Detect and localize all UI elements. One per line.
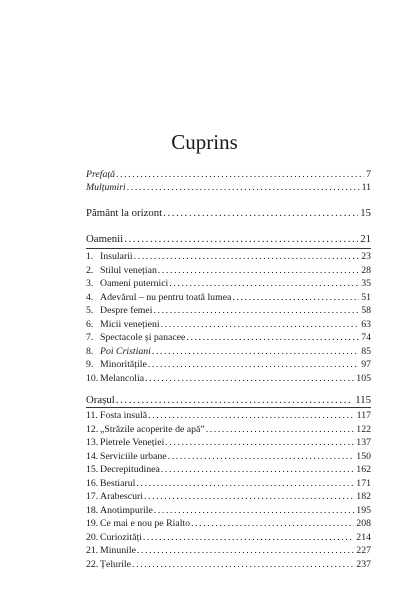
toc-section-part2[interactable] [86,393,371,408]
leader-dots [232,291,359,305]
toc-entry-page: 171 [356,478,371,489]
toc-entry-page: 105 [356,373,371,384]
toc-entry-page: 162 [356,464,371,475]
toc-entry-label: Decrepitudinea [100,464,160,475]
leader-dots [161,463,354,477]
toc-entry-acknowledgements[interactable] [86,181,371,195]
leader-dots [116,168,364,182]
leader-dots [152,345,359,359]
toc-entry[interactable] [86,250,371,264]
toc-entry-number: 5. [86,305,94,316]
toc-entry-label: Pământ la orizont [86,207,163,219]
page-title: Cuprins [171,130,238,154]
toc-entry-page: 85 [361,346,371,357]
toc-entry-label: Pietrele Veneției [100,437,165,448]
toc-entry-page: 11 [361,182,371,193]
toc-entry-page: 208 [356,518,371,529]
toc-entry-page: 74 [361,332,371,343]
toc-entry[interactable] [86,558,371,572]
toc-entry-label: Melancolia [100,373,145,384]
toc-entry[interactable] [86,463,371,477]
toc-section-part1[interactable] [86,232,371,247]
toc-section-page: 115 [355,394,371,406]
leader-dots [136,477,354,491]
toc-entry[interactable] [86,423,371,437]
toc-entry-page: 28 [361,265,371,276]
leader-dots [154,504,355,518]
leader-dots [168,450,355,464]
toc-entry-label: Stilul venețian [100,265,157,276]
toc-section-page: 21 [360,233,371,245]
toc-entry[interactable] [86,358,371,372]
leader-dots [137,544,354,558]
toc-entry[interactable] [86,372,371,386]
toc-entry-number: 14. [86,451,99,462]
toc-entry-page: 195 [356,505,371,516]
toc-entry[interactable] [86,504,371,518]
section-divider [86,407,371,408]
toc-entry[interactable] [86,318,371,332]
toc-entry-page: 227 [356,545,371,556]
toc-entry-page: 237 [356,559,371,570]
toc-entry-label: Despre femei [100,305,153,316]
toc-entry[interactable] [86,409,371,423]
toc-entry-page: 58 [361,305,371,316]
toc-entry-label: Insularii [100,251,133,262]
leader-dots [165,436,354,450]
toc-entry-number: 4. [86,292,94,303]
toc-entry-label: Poi Cristiani [100,346,151,357]
toc-entry-page: 137 [356,437,371,448]
leader-dots [206,423,355,437]
toc-entry-number: 2. [86,265,94,276]
toc-entry[interactable] [86,277,371,291]
leader-dots [143,531,354,545]
toc-entry-number: 12. [86,424,99,435]
toc-entry-page: 51 [361,292,371,303]
toc-entry-intro[interactable] [86,206,371,221]
toc-entry-page: 122 [356,424,371,435]
toc-entry[interactable] [86,264,371,278]
toc-entry-number: 22. [86,559,99,570]
toc-section-label: Orașul [86,394,115,406]
toc-entry-number: 9. [86,359,94,370]
toc-entry-label: Micii venețieni [100,319,160,330]
toc-entry[interactable] [86,477,371,491]
leader-dots [191,517,354,531]
leader-dots [144,490,354,504]
toc-entry-label: „Străzile acoperite de apă” [100,424,205,435]
toc-entry[interactable] [86,291,371,305]
toc-entry-page: 7 [366,169,371,180]
toc-entry-number: 11. [86,410,98,421]
toc-entry[interactable] [86,304,371,318]
toc-entry-number: 15. [86,464,99,475]
toc-entry[interactable] [86,544,371,558]
leader-dots [169,277,359,291]
leader-dots [186,331,359,345]
toc-entry-preface[interactable] [86,168,371,182]
toc-entry-label: Adevărul – nu pentru toată lumea [100,292,232,303]
leader-dots [127,181,360,195]
leader-dots [158,264,359,278]
toc-entry[interactable] [86,517,371,531]
toc-entry-label: Ce mai e nou pe Rialto [100,518,191,529]
toc-entry-page: 97 [361,359,371,370]
leader-dots [154,304,360,318]
toc-entry-page: 23 [361,251,371,262]
leader-dots [124,232,358,247]
toc-entry-page: 35 [361,278,371,289]
toc-entry-label: Serviciile urbane [100,451,167,462]
toc-entry-page: 117 [356,410,371,421]
toc-entry[interactable] [86,450,371,464]
toc-entry-number: 6. [86,319,94,330]
toc-entry-label: Minoritățile [100,359,147,370]
toc-entry[interactable] [86,345,371,359]
toc-entry[interactable] [86,531,371,545]
toc-entry-number: 21. [86,545,99,556]
toc-entry-number: 3. [86,278,94,289]
section-divider [86,248,371,249]
leader-dots [161,318,360,332]
leader-dots [148,409,355,423]
toc-entry-label: Fosta insulă [100,410,148,421]
toc-entry-label: Anotimpurile [100,505,153,516]
toc-entry-label: Oameni puternici [100,278,169,289]
toc-entry-page: 182 [356,491,371,502]
toc-entry-number: 8. [86,346,94,357]
toc-entry-label: Spectacole și panacee [100,332,186,343]
leader-dots [148,358,359,372]
leader-dots [163,206,358,221]
toc-entry-number: 13. [86,437,99,448]
toc-entry-page: 15 [360,207,371,219]
leader-dots [134,250,360,264]
toc-section-label: Oamenii [86,233,124,245]
leader-dots [145,372,354,386]
toc-entry-number: 10. [86,373,99,384]
toc-entry-label: Minunile [100,545,136,556]
leader-dots [116,393,353,408]
toc-entry-label: Țelurile [100,559,132,570]
toc-entry-number: 18. [86,505,99,516]
toc-entry-page: 63 [361,319,371,330]
toc-entry-label: Bestiarul [100,478,136,489]
toc-entry-number: 16. [86,478,99,489]
toc-entry-label: Prefață [86,169,116,180]
toc-entry-number: 1. [86,251,94,262]
toc-entry-page: 150 [356,451,371,462]
leader-dots [132,558,354,572]
toc-entry-label: Curiozități [100,532,142,543]
toc-entry-label: Arabescuri [100,491,143,502]
toc-entry[interactable] [86,490,371,504]
toc-entry-number: 20. [86,532,99,543]
toc-entry-number: 17. [86,491,99,502]
toc-entry-label: Mulțumiri [86,182,126,193]
toc-entry-number: 7. [86,332,94,343]
toc-entry-number: 19. [86,518,99,529]
toc-entry[interactable] [86,331,371,345]
toc-entry-page: 214 [356,532,371,543]
toc-entry[interactable] [86,436,371,450]
